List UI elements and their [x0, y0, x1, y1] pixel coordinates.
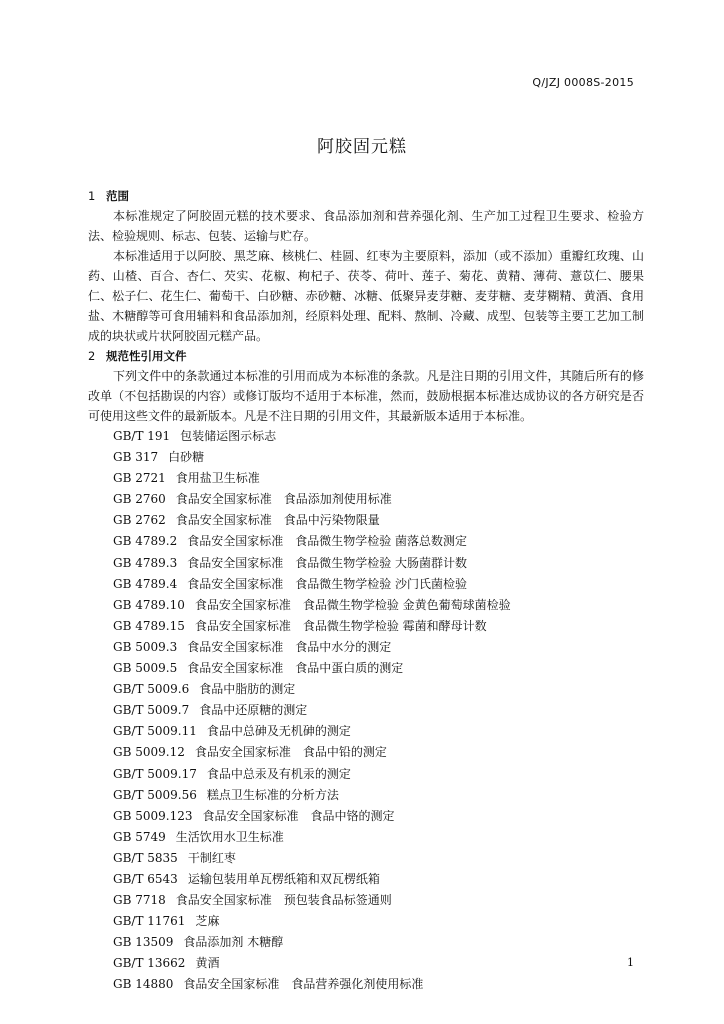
- reference-code: GB/T 5009.11: [113, 724, 197, 739]
- reference-code: GB 4789.2: [113, 534, 178, 549]
- reference-item: [88, 932, 644, 953]
- reference-code: GB 4789.3: [113, 555, 178, 570]
- document-body: [88, 186, 644, 996]
- reference-code: GB/T 5009.6: [113, 682, 190, 697]
- reference-title: 食品安全国家标准 食品中水分的测定: [187, 639, 392, 654]
- reference-item: [88, 700, 644, 721]
- reference-code: GB 2762: [113, 513, 166, 528]
- references-intro-paragraph: 下列文件中的条款通过本标准的引用而成为本标准的条款。凡是注日期的引用文件，其随后所有的修改单（不包括勘误的内容）或修订版均不适用于本标准，然而，鼓励根据本标准达成协议的各方研究是否可使用这些文件的最新版本。凡是不注日期的引用文件，其最新版本适用于本标准。: [88, 369, 644, 423]
- reference-code: GB 4789.15: [113, 618, 185, 633]
- reference-item: [88, 890, 644, 911]
- reference-title: 食用盐卫生标准: [175, 471, 260, 486]
- section-2-title: 规范性引用文件: [106, 349, 187, 363]
- reference-title: 食品安全国家标准 预包装食品标签通则: [175, 893, 392, 908]
- reference-item: [88, 827, 644, 848]
- reference-title: 食品安全国家标准 食品添加剂使用标准: [175, 492, 392, 507]
- reference-item: [88, 637, 644, 658]
- reference-title: 食品中总汞及有机汞的测定: [206, 766, 351, 781]
- reference-code: GB 5009.123: [113, 808, 193, 823]
- reference-code: GB 5009.3: [113, 639, 178, 654]
- reference-title: 食品安全国家标准 食品微生物学检验 菌落总数测定: [187, 534, 468, 549]
- reference-item: [88, 595, 644, 616]
- reference-code: GB/T 5009.56: [113, 787, 197, 802]
- reference-code: GB/T 13662: [113, 956, 186, 971]
- reference-code: GB 13509: [113, 935, 174, 950]
- reference-item: [88, 806, 644, 827]
- section-2-heading: [88, 346, 644, 366]
- reference-title: 食品安全国家标准 食品营养强化剂使用标准: [183, 977, 424, 992]
- reference-item: [88, 911, 644, 932]
- reference-title: 食品安全国家标准 食品微生物学检验 沙门氏菌检验: [187, 576, 468, 591]
- reference-code: GB 7718: [113, 893, 166, 908]
- reference-item: [88, 553, 644, 574]
- reference-title: 运输包装用单瓦楞纸箱和双瓦楞纸箱: [187, 871, 380, 886]
- reference-code: GB/T 11761: [113, 914, 186, 929]
- reference-title: 食品中还原糖的测定: [199, 703, 308, 718]
- reference-code: GB/T 5835: [113, 850, 178, 865]
- reference-item: [88, 974, 644, 995]
- reference-item: [88, 574, 644, 595]
- reference-title: 食品添加剂 木糖醇: [183, 935, 284, 950]
- reference-code: GB 2760: [113, 492, 166, 507]
- reference-item: [88, 848, 644, 869]
- reference-item: [88, 426, 644, 447]
- reference-title: 食品安全国家标准 食品中铬的测定: [202, 808, 395, 823]
- reference-code: GB/T 5009.17: [113, 766, 197, 781]
- reference-title: 食品安全国家标准 食品中铅的测定: [194, 745, 387, 760]
- reference-code: GB 4789.4: [113, 576, 178, 591]
- reference-title: 食品安全国家标准 食品中污染物限量: [175, 513, 380, 528]
- reference-code: GB/T 6543: [113, 871, 178, 886]
- reference-item: [88, 953, 644, 974]
- reference-item: [88, 658, 644, 679]
- reference-item: [88, 489, 644, 510]
- section-1-number: 1: [88, 189, 96, 203]
- reference-code: GB 2721: [113, 471, 166, 486]
- reference-title: 食品安全国家标准 食品中蛋白质的测定: [187, 661, 404, 676]
- scope-paragraph-2: 本标准适用于以阿胶、黑芝麻、核桃仁、桂圆、红枣为主要原料，添加（或不添加）重瓣红玫瑰、山药、山楂、百合、杏仁、芡实、花椒、枸杞子、茯苓、荷叶、莲子、菊花、黄精、薄荷、薏苡仁、腰果仁、松子仁、花生仁、葡萄干、白砂糖、赤砂糖、冰糖、低聚异麦芽糖、麦芽糖、麦芽糊精、黄酒、食用盐、木糖醇等可食用辅料和食品添加剂，经原料处理、配料、熬制、冷藏、成型、包装等主要工艺加工制成的块状或片状阿胶固元糕产品。: [88, 249, 644, 343]
- document-title: 阿胶固元糕: [317, 137, 407, 157]
- section-1-heading: [88, 186, 644, 206]
- section-2-number: 2: [88, 349, 96, 363]
- section-1-title: 范围: [106, 189, 129, 203]
- reference-title: 食品安全国家标准 食品微生物学检验 金黄色葡萄球菌检验: [194, 597, 511, 612]
- reference-list: [88, 426, 644, 996]
- reference-code: GB 5749: [113, 829, 166, 844]
- reference-code: GB 5009.5: [113, 661, 178, 676]
- reference-title: 食品安全国家标准 食品微生物学检验 霉菌和酵母计数: [194, 618, 487, 633]
- reference-item: [88, 721, 644, 742]
- reference-code: GB/T 191: [113, 429, 171, 443]
- reference-title: 白砂糖: [168, 450, 205, 465]
- reference-item: [88, 869, 644, 890]
- scope-paragraph-1: 本标准规定了阿胶固元糕的技术要求、食品添加剂和营养强化剂、生产加工过程卫生要求、检验方法、检验规则、标志、包装、运输与贮存。: [88, 209, 644, 243]
- reference-item: [88, 447, 644, 468]
- reference-item: [88, 616, 644, 637]
- reference-item: [88, 785, 644, 806]
- reference-code: GB 14880: [113, 977, 174, 992]
- reference-item: [88, 510, 644, 531]
- reference-title: 生活饮用水卫生标准: [175, 829, 284, 844]
- reference-title: 干制红枣: [187, 850, 236, 865]
- page-number: 1: [627, 956, 634, 969]
- reference-item: [88, 468, 644, 489]
- reference-title: 包装储运图示标志: [180, 429, 277, 443]
- reference-code: GB 5009.12: [113, 745, 185, 760]
- standard-code: Q/JZJ 0008S-2015: [532, 76, 634, 89]
- reference-title: 糕点卫生标准的分析方法: [206, 787, 339, 802]
- reference-item: [88, 531, 644, 552]
- reference-title: 食品安全国家标准 食品微生物学检验 大肠菌群计数: [187, 555, 468, 570]
- reference-code: GB 317: [113, 450, 159, 465]
- reference-title: 芝麻: [195, 914, 220, 929]
- reference-code: GB 4789.10: [113, 597, 185, 612]
- reference-item: [88, 764, 644, 785]
- reference-title: 食品中总砷及无机砷的测定: [206, 724, 351, 739]
- reference-item: [88, 679, 644, 700]
- reference-title: 食品中脂肪的测定: [199, 682, 296, 697]
- reference-title: 黄酒: [195, 956, 220, 971]
- reference-code: GB/T 5009.7: [113, 703, 190, 718]
- reference-item: [88, 742, 644, 763]
